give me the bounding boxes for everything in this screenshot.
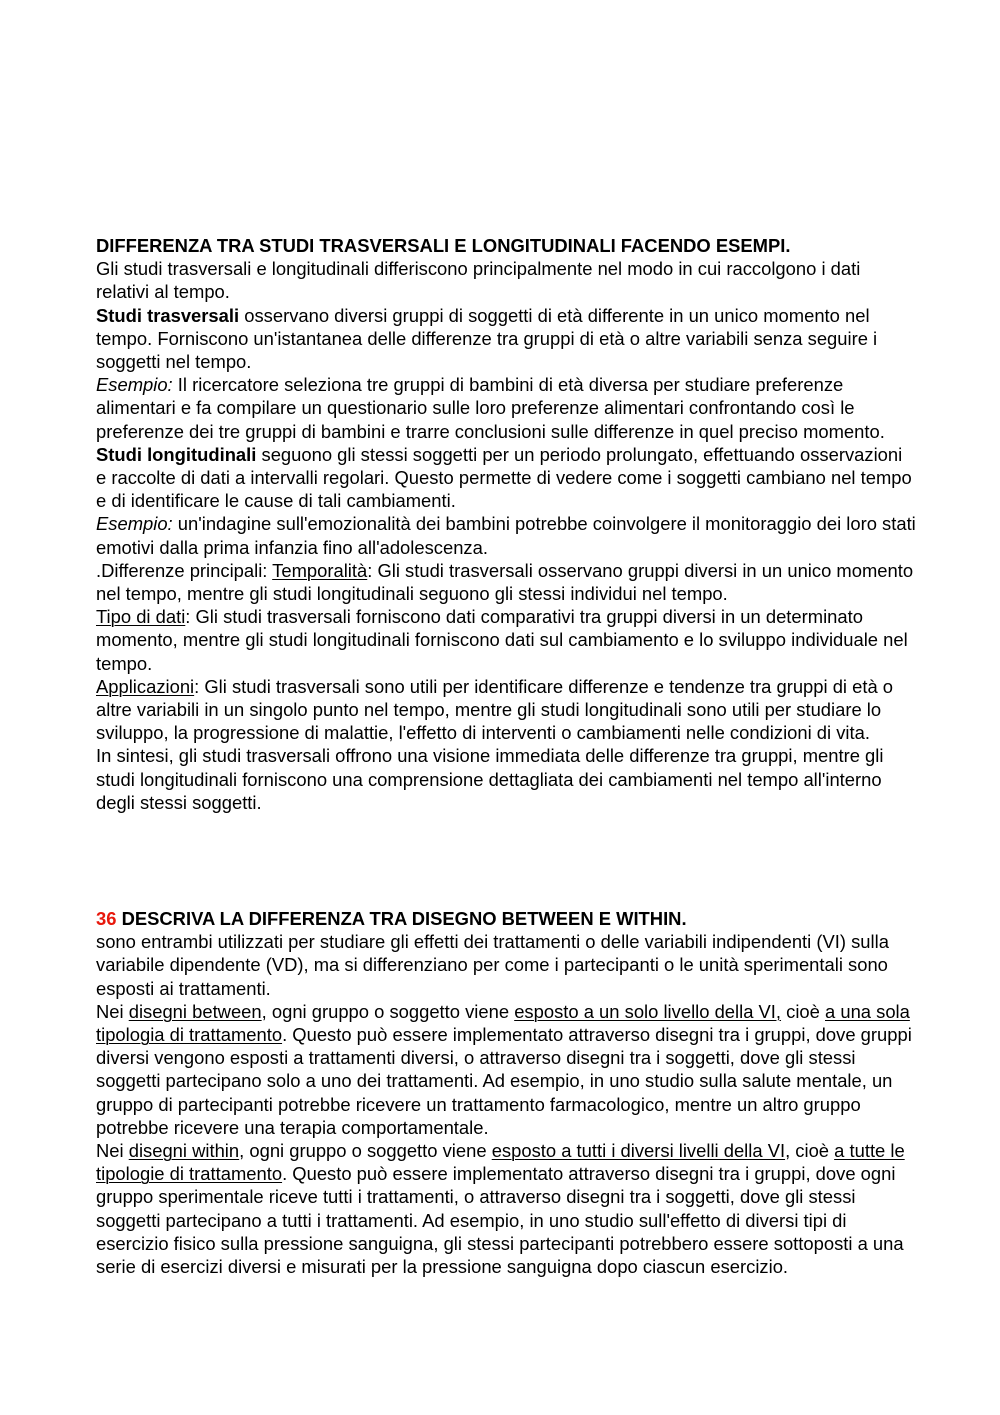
underlined-within-treatments: a tutte le tipologie di trattamento bbox=[96, 1140, 905, 1185]
paragraph-trasversali bbox=[96, 304, 916, 374]
label-esempio: Esempio: bbox=[96, 513, 173, 535]
text-within-mid1: , ogni gruppo o soggetto viene bbox=[239, 1140, 492, 1162]
heading-text: DESCRIVA LA DIFFERENZA TRA DISEGNO BETWEEN E WITHIN. bbox=[116, 908, 687, 929]
section-heading bbox=[96, 907, 916, 930]
text-within: . Questo può essere implementato attraverso disegni tra i gruppi, dove ogni gruppo sperimentale riceve tutti i trattamenti, o attraverso disegni tra i soggetti, dove gli stessi soggetti partecipano a tutti i trattamenti. Ad esempio, in uno studio sull'effetto di diversi tipi di esercizio fisico sulla pressione sanguigna, gli stessi partecipanti potrebbero essere sottoposti a una serie di esercizi diversi e misurati per la pressione sanguigna dopo ciascun esercizio. bbox=[96, 1163, 904, 1278]
paragraph-intro: sono entrambi utilizzati per studiare gli effetti dei trattamenti o delle variabili indipendenti (VI) sulla variabile dipendente (VD), ma si differenziano per come i partecipanti o le unità sperimentali sono esposti ai trattamenti. bbox=[96, 931, 889, 999]
term-temporalita: Temporalità bbox=[272, 559, 368, 581]
text-tipo-dati: : Gli studi trasversali forniscono dati comparativi tra gruppi diversi in un determinato momento, mentre gli studi longitudinali forniscono dati sul cambiamento e lo sviluppo individuale nel tempo. bbox=[96, 606, 908, 674]
term-within: disegni within bbox=[128, 1140, 240, 1162]
term-longitudinali: Studi longitudinali bbox=[96, 443, 257, 465]
paragraph-esempio-2 bbox=[96, 512, 916, 558]
text-esempio: un'indagine sull'emozionalità dei bambini potrebbe coinvolgere il monitoraggio dei loro stati emotivi dalla prima infanzia fino all'adolescenza. bbox=[96, 513, 916, 558]
section-heading bbox=[96, 234, 916, 257]
text-between: . Questo può essere implementato attraverso disegni tra i gruppi, dove gruppi diversi vengono esposti a trattamenti diversi, o attraverso disegni tra i soggetti, dove gli stessi soggetti partecipano solo a uno dei trattamenti. Ad esempio, in uno studio sulla salute mentale, un gruppo di partecipanti potrebbe ricevere un trattamento farmacologico, mentre un altro gruppo potrebbe ricevere una terapia comportamentale. bbox=[96, 1024, 912, 1138]
text-trasversali: osservano diversi gruppi di soggetti di età differente in un unico momento nel tempo. Forniscono un'istantanea delle differenze tra gruppi di età o altre variabili senza seguire i soggetti nel tempo. bbox=[96, 304, 878, 373]
label-esempio: Esempio: bbox=[96, 374, 173, 396]
section-between-vs-within bbox=[96, 907, 916, 1278]
text-longitudinali: seguono gli stessi soggetti per un periodo prolungato, effettuando osservazioni e raccolte di dati a intervalli regolari. Questo permette di vedere come i soggetti cambiano nel tempo e di identificare le cause di tali cambiamenti. bbox=[96, 443, 912, 512]
term-between: disegni between bbox=[128, 1000, 262, 1022]
question-number: 36 bbox=[96, 908, 117, 929]
paragraph-sintesi: In sintesi, gli studi trasversali offrono una visione immediata delle differenze tra gruppi, mentre gli studi longitudinali forniscono una comprensione dettagliata dei cambiamenti nel tempo all'interno degli stessi soggetti. bbox=[96, 745, 884, 813]
paragraph-intro: Gli studi trasversali e longitudinali differiscono principalmente nel modo in cui raccolgono i dati relativi al tempo. bbox=[96, 258, 861, 303]
text-between-pre: Nei bbox=[96, 1000, 129, 1022]
underlined-between-level: esposto a un solo livello della VI, bbox=[514, 1000, 782, 1022]
paragraph-longitudinali bbox=[96, 443, 916, 513]
heading-text: DIFFERENZA TRA STUDI TRASVERSALI E LONGITUDINALI FACENDO ESEMPI. bbox=[96, 235, 791, 256]
text-temporalita: : Gli studi trasversali osservano gruppi diversi in un unico momento nel tempo, mentre gli studi longitudinali seguono gli stessi individui nel tempo. bbox=[96, 559, 914, 605]
paragraph-esempio-1 bbox=[96, 373, 916, 443]
paragraph-within bbox=[96, 1139, 916, 1278]
text-differenze-prefix: .Differenze principali: bbox=[96, 559, 273, 581]
underlined-within-levels: esposto a tutti i diversi livelli della VI bbox=[491, 1140, 786, 1162]
text-between-mid2: cioè bbox=[781, 1000, 825, 1022]
paragraph-applicazioni bbox=[96, 675, 916, 745]
term-trasversali: Studi trasversali bbox=[96, 304, 240, 326]
paragraph-between bbox=[96, 1000, 916, 1139]
underlined-between-treatment: a una sola tipologia di trattamento bbox=[96, 1000, 910, 1046]
term-applicazioni: Applicazioni bbox=[96, 675, 195, 697]
text-applicazioni: : Gli studi trasversali sono utili per identificare differenze e tendenze tra gruppi di età o altre variabili in un singolo punto nel tempo, mentre gli studi longitudinali sono utili per studiare lo sviluppo, la progressione di malattie, l'effetto di interventi o cambiamenti nelle condizioni di vita. bbox=[96, 675, 894, 744]
section-cross-vs-longitudinal bbox=[96, 234, 916, 814]
text-within-mid2: , cioè bbox=[785, 1140, 835, 1162]
text-between-mid1: , ogni gruppo o soggetto viene bbox=[261, 1000, 515, 1022]
term-tipo-dati: Tipo di dati bbox=[96, 606, 186, 628]
paragraph-temporalita bbox=[96, 559, 916, 605]
paragraph-tipo-dati bbox=[96, 605, 916, 675]
text-within-pre: Nei bbox=[96, 1140, 129, 1162]
text-esempio: Il ricercatore seleziona tre gruppi di bambini di età diversa per studiare preferenze alimentari e fa compilare un questionario sulle loro preferenze alimentari confrontando così le preferenze dei tre gruppi di bambini e trarre conclusioni sulle differenze in quel preciso momento. bbox=[96, 374, 885, 442]
